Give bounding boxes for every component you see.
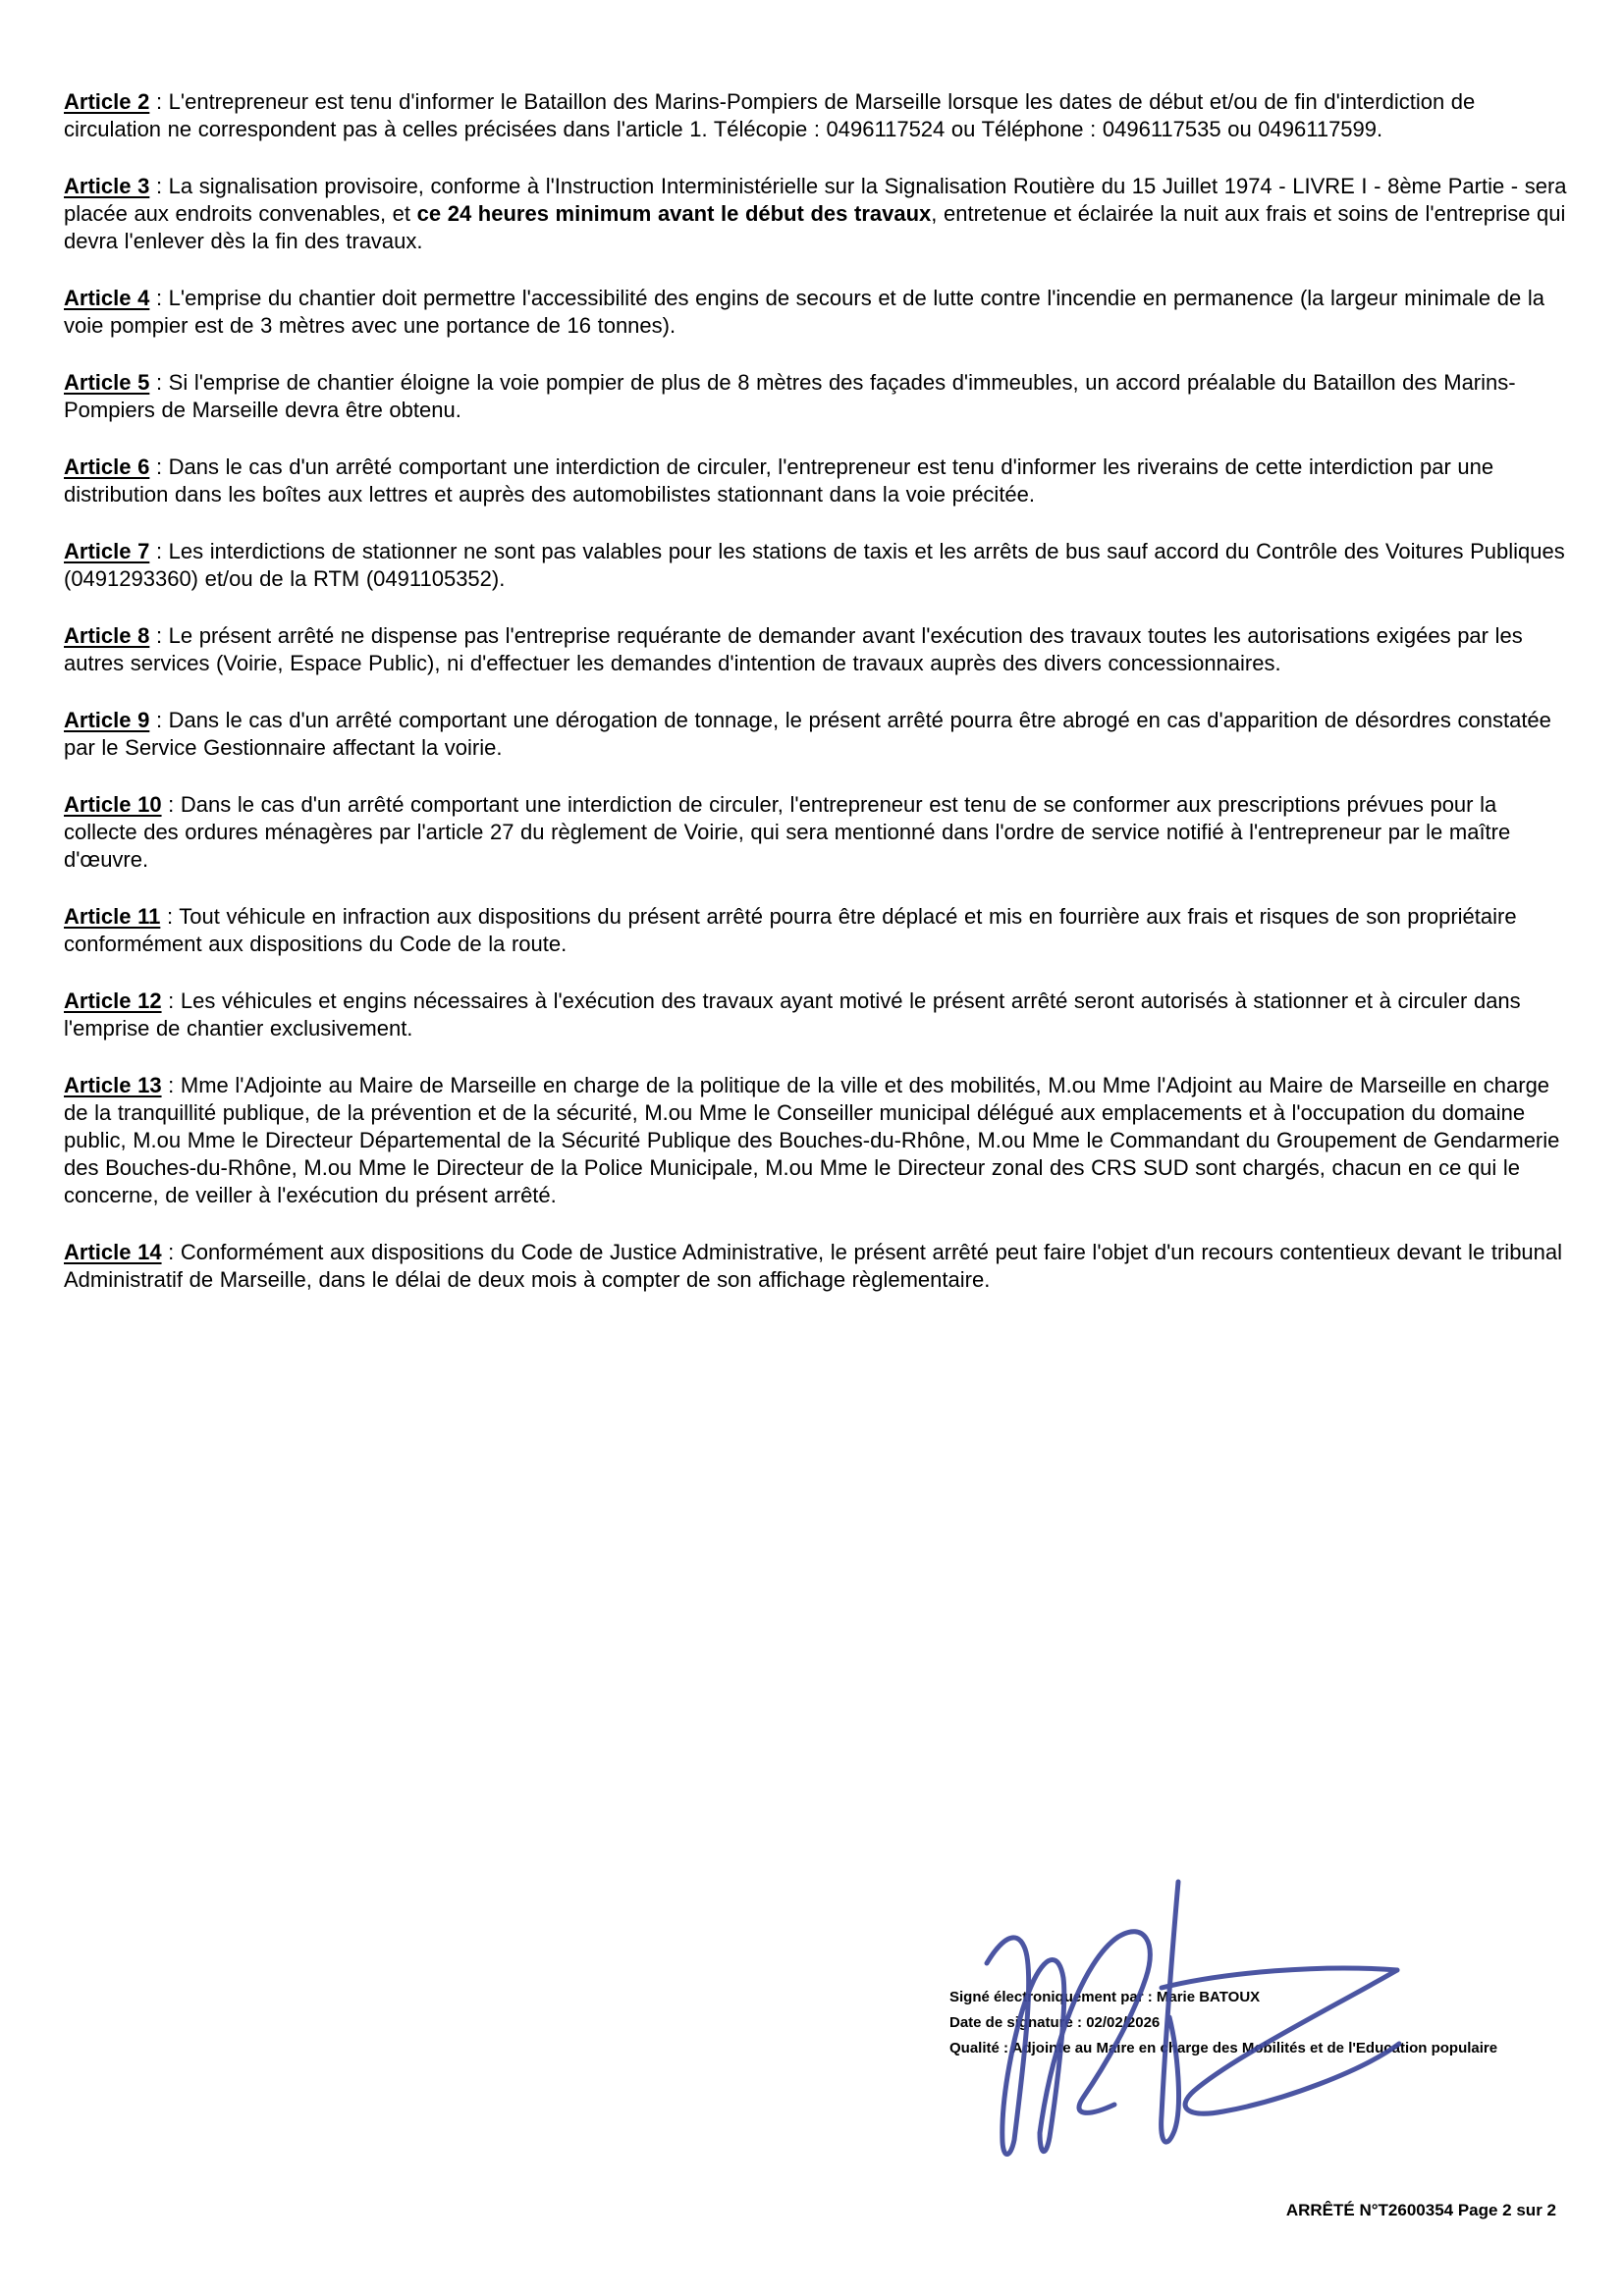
page-footer: ARRÊTÉ N°T2600354 Page 2 sur 2 bbox=[1285, 2201, 1556, 2219]
article-9-label: Article 9 bbox=[64, 708, 150, 732]
article-5-text: : Si l'emprise de chantier éloigne la voie pompier de plus de 8 mètres des façades d'immeubles, un accord préalable du Bataillon des Marins-Pompiers de Marseille devra être obtenu. bbox=[64, 370, 1516, 422]
article-7-label: Article 7 bbox=[64, 539, 150, 563]
article-5-label: Article 5 bbox=[64, 370, 150, 395]
article-9-text: : Dans le cas d'un arrêté comportant une dérogation de tonnage, le présent arrêté pourra être abrogé en cas d'apparition de désordres constatée par le Service Gestionnaire affectant la voirie. bbox=[64, 708, 1551, 760]
article-6-label: Article 6 bbox=[64, 454, 150, 479]
article-12-label: Article 12 bbox=[64, 988, 162, 1013]
article-4-label: Article 4 bbox=[64, 286, 150, 310]
article-14-text: : Conformément aux dispositions du Code de Justice Administrative, le présent arrêté peut faire l'objet d'un recours contentieux devant le tribunal Administratif de Marseille, dans le délai de deux mois à compter de son affichage règlementaire. bbox=[64, 1240, 1563, 1292]
article-3-paragraph bbox=[64, 173, 1576, 255]
article-3-text: : La signalisation provisoire, conforme à l'Instruction Interministérielle sur la Signalisation Routière du 15 Juillet 1974 - LIVRE I - 8ème Partie - sera placée aux endroits convenables, et bbox=[64, 174, 1567, 226]
article-14-paragraph bbox=[64, 1239, 1576, 1294]
article-4-paragraph bbox=[64, 285, 1576, 340]
article-11-text: : Tout véhicule en infraction aux dispositions du présent arrêté pourra être déplacé et mis en fourrière aux frais et risques de son propriétaire conformément aux dispositions du Code de la route. bbox=[64, 904, 1517, 956]
article-14-label: Article 14 bbox=[64, 1240, 162, 1264]
article-13-text: : Mme l'Adjointe au Maire de Marseille en charge de la politique de la ville et des mobilités, M.ou Mme l'Adjoint au Maire de Marseille en charge de la tranquillité publique, de la prévention et de la sécurité, M.ou Mme le Conseiller municipal délégué aux emplacements et à l'occupation du domaine public, M.ou Mme le Directeur Départemental de la Sécurité Publique des Bouches-du-Rhône, M.ou Mme le Commandant du Groupement de Gendarmerie des Bouches-du-Rhône, M.ou Mme le Directeur de la Police Municipale, M.ou Mme le Directeur zonal des CRS SUD sont chargés, chacun en ce qui le concerne, de veiller à l'exécution du présent arrêté. bbox=[64, 1073, 1560, 1207]
article-12-paragraph bbox=[64, 988, 1576, 1042]
article-2-text: : L'entrepreneur est tenu d'informer le Bataillon des Marins-Pompiers de Marseille lorsque les dates de début et/ou de fin d'interdiction de circulation ne correspondent pas à celles précisées dans l'article 1. Télécopie : 0496117524 ou Téléphone : 0496117535 ou 0496117599. bbox=[64, 89, 1476, 141]
article-13-label: Article 13 bbox=[64, 1073, 162, 1097]
article-10-paragraph bbox=[64, 791, 1576, 874]
article-2-label: Article 2 bbox=[64, 89, 150, 114]
article-4-text: : L'emprise du chantier doit permettre l'accessibilité des engins de secours et de lutte contre l'incendie en permanence (la largeur minimale de la voie pompier est de 3 mètres avec une portance de 16 tonnes). bbox=[64, 286, 1544, 338]
electronic-signature-block bbox=[949, 1985, 1578, 2061]
article-3-bold-text: ce 24 heures minimum avant le début des travaux bbox=[416, 201, 932, 226]
article-11-paragraph bbox=[64, 903, 1576, 958]
article-8-text: : Le présent arrêté ne dispense pas l'entreprise requérante de demander avant l'exécution des travaux toutes les autorisations exigées par les autres services (Voirie, Espace Public), ni d'effectuer les demandes d'intention de travaux auprès des divers concessionnaires. bbox=[64, 623, 1523, 675]
article-13-paragraph bbox=[64, 1072, 1576, 1209]
article-10-label: Article 10 bbox=[64, 792, 162, 817]
signature-signed-by-line: Signé électroniquement par : Marie BATOUX bbox=[949, 1989, 1261, 2005]
signature-date-line: Date de signature : 02/02/2026 bbox=[949, 2014, 1161, 2031]
article-7-text: : Les interdictions de stationner ne sont pas valables pour les stations de taxis et les arrêts de bus sauf accord du Contrôle des Voitures Publiques (0491293360) et/ou de la RTM (0491105352). bbox=[64, 539, 1565, 591]
article-8-paragraph bbox=[64, 622, 1576, 677]
article-7-paragraph bbox=[64, 538, 1576, 593]
article-3-label: Article 3 bbox=[64, 174, 150, 198]
article-8-label: Article 8 bbox=[64, 623, 150, 648]
article-11-label: Article 11 bbox=[64, 904, 161, 929]
article-2-paragraph bbox=[64, 88, 1576, 143]
article-9-paragraph bbox=[64, 707, 1576, 762]
articles-section bbox=[64, 88, 1576, 1323]
article-10-text: : Dans le cas d'un arrêté comportant une interdiction de circuler, l'entrepreneur est tenu de se conformer aux prescriptions prévues pour la collecte des ordures ménagères par l'article 27 du règlement de Voirie, qui sera mentionné dans l'ordre de service notifié à l'entrepreneur par le maître d'œuvre. bbox=[64, 792, 1511, 872]
signature-quality-line: Qualité : Adjointe au Maire en charge des Mobilités et de l'Education populaire bbox=[949, 2040, 1498, 2056]
article-6-text: : Dans le cas d'un arrêté comportant une interdiction de circuler, l'entrepreneur est tenu d'informer les riverains de cette interdiction par une distribution dans les boîtes aux lettres et auprès des automobilistes stationnant dans la voie précitée. bbox=[64, 454, 1494, 507]
article-3-text-tail: , entretenue et éclairée la nuit aux frais et soins de l'entreprise qui devra l'enlever dès la fin des travaux. bbox=[64, 201, 1566, 253]
article-5-paragraph bbox=[64, 369, 1576, 424]
article-6-paragraph bbox=[64, 454, 1576, 508]
article-12-text: : Les véhicules et engins nécessaires à l'exécution des travaux ayant motivé le présent arrêté seront autorisés à stationner et à circuler dans l'emprise de chantier exclusivement. bbox=[64, 988, 1521, 1041]
